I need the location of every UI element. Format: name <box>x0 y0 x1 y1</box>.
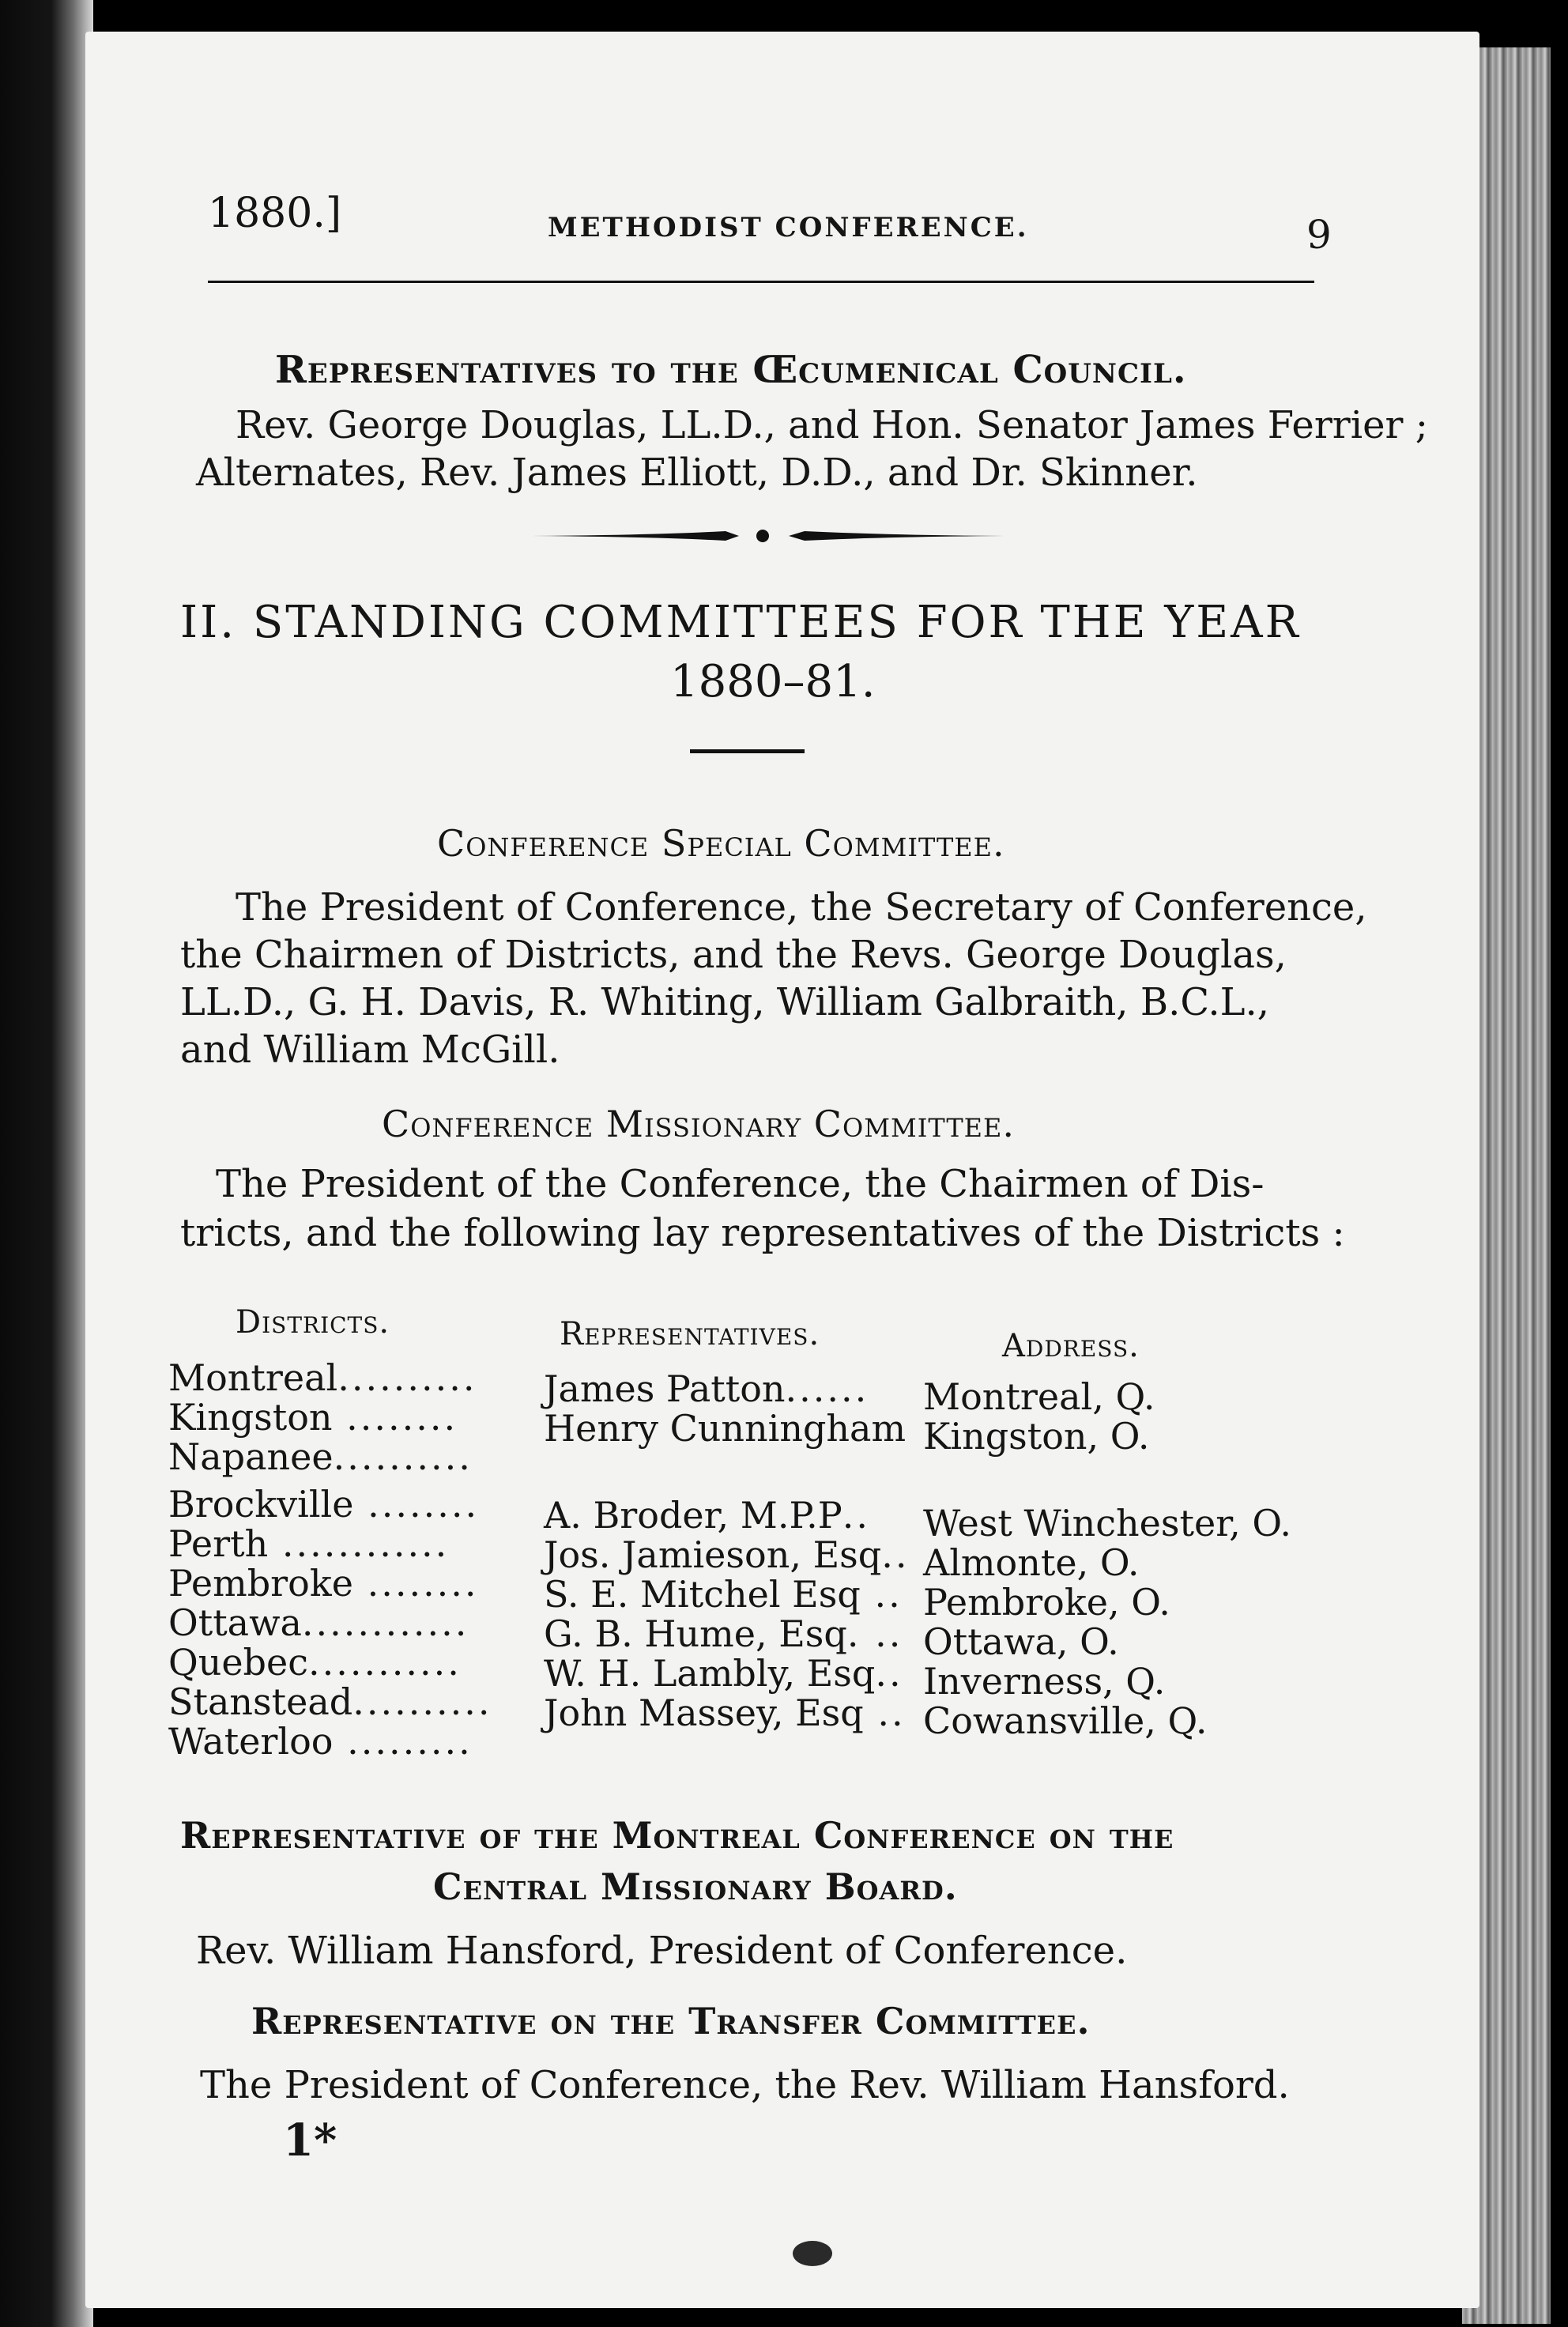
missionary-board-heading: Representative of the Montreal Conference on the <box>180 1814 1174 1857</box>
header-rule <box>208 281 1314 283</box>
printer-signature-mark: 1* <box>283 2114 337 2167</box>
dot-leader: ........... <box>308 1641 462 1684</box>
table-row-district <box>168 1358 477 1397</box>
district-name: Waterloo <box>168 1720 334 1763</box>
table-row-address: Cowansville, Q. <box>923 1699 1208 1742</box>
dot-leader: ........ <box>353 1483 480 1526</box>
table-row-district <box>168 1563 479 1603</box>
table-row-address: Pembroke, O. <box>923 1581 1170 1624</box>
dot-leader: .. <box>875 1652 903 1695</box>
dot-leader: .......... <box>337 1356 477 1399</box>
table-row-representative <box>544 1654 903 1693</box>
address-column-header: Address. <box>1002 1328 1140 1364</box>
ecumenical-text-line: Rev. George Douglas, LL.D., and Hon. Senator James Ferrier ; <box>236 403 1428 447</box>
table-row-address: West Winchester, O. <box>923 1502 1292 1544</box>
representative-name: W. H. Lambly, Esq <box>544 1652 876 1695</box>
table-row-representative <box>544 1495 870 1535</box>
table-row-district <box>168 1682 492 1722</box>
dot-leader: . .. <box>846 1612 903 1655</box>
dot-leader: ............ <box>301 1601 469 1644</box>
districts-column-header: Districts. <box>236 1304 390 1341</box>
dot-leader: .. <box>842 1494 870 1537</box>
book-page <box>85 32 1479 2308</box>
dot-leader: .......... <box>333 1435 473 1478</box>
section-rule <box>690 749 805 753</box>
representative-name: G. B. Hume, Esq <box>544 1612 847 1655</box>
standing-committees-year: 1880–81. <box>670 656 876 707</box>
table-row-district <box>168 1722 473 1761</box>
district-name: Pembroke <box>168 1562 353 1605</box>
table-row-district <box>168 1524 449 1563</box>
transfer-committee-heading: Representative on the Transfer Committee. <box>251 2000 1091 2042</box>
district-name: Brockville <box>168 1483 354 1526</box>
table-row-district <box>168 1484 479 1524</box>
table-row-district <box>168 1397 458 1437</box>
missionary-board-heading: Central Missionary Board. <box>433 1865 958 1908</box>
table-row-address: Kingston, O. <box>923 1415 1150 1458</box>
special-committee-text-line: the Chairmen of Districts, and the Revs. George Douglas, <box>180 933 1287 977</box>
ornamental-rule <box>532 522 1006 550</box>
table-row-representative <box>544 1535 909 1575</box>
book-gutter-shadow <box>0 0 93 2327</box>
page-number: 9 <box>1306 212 1332 258</box>
table-row-address: Ottawa, O. <box>923 1620 1119 1663</box>
dot-leader: .. <box>860 1573 903 1616</box>
missionary-committee-text-line: The President of the Conference, the Chairmen of Dis- <box>216 1162 1265 1206</box>
district-name: Perth <box>168 1522 269 1565</box>
representative-name: Jos. Jamieson, Esq <box>544 1533 882 1576</box>
district-name: Stanstead <box>168 1680 353 1723</box>
table-row-district <box>168 1603 469 1642</box>
missionary-board-text: Rev. William Hansford, President of Conference. <box>196 1929 1128 1973</box>
table-row-representative <box>544 1369 869 1409</box>
representative-name: A. Broder, M.P.P <box>544 1494 842 1537</box>
special-committee-text-line: LL.D., G. H. Davis, R. Whiting, William Galbraith, B.C.L., <box>180 980 1270 1024</box>
representative-name: John Massey, Esq <box>544 1692 864 1734</box>
table-row-representative <box>544 1575 903 1614</box>
ecumenical-text-line: Alternates, Rev. James Elliott, D.D., and Dr. Skinner. <box>196 451 1198 495</box>
table-row-representative <box>544 1614 903 1654</box>
representative-name: James Patton <box>544 1367 786 1410</box>
dot-leader: ........ <box>352 1562 479 1605</box>
table-row-address: Montreal, Q. <box>923 1375 1155 1418</box>
district-name: Ottawa <box>168 1601 302 1644</box>
table-row-representative <box>544 1693 906 1733</box>
representatives-column-header: Representatives. <box>560 1316 820 1352</box>
transfer-committee-text: The President of Conference, the Rev. William Hansford. <box>200 2063 1290 2107</box>
ink-blot <box>793 2241 832 2266</box>
representative-name: S. E. Mitchel Esq <box>544 1573 861 1616</box>
running-head-year: 1880.] <box>208 190 342 237</box>
dot-leader: ........ <box>332 1396 458 1439</box>
special-committee-heading: Conference Special Committee. <box>437 822 1005 865</box>
missionary-committee-heading: Conference Missionary Committee. <box>382 1103 1015 1145</box>
district-name: Quebec <box>168 1641 308 1684</box>
dot-leader: ............ <box>268 1522 450 1565</box>
table-row-district <box>168 1437 473 1477</box>
dot-leader: ...... <box>785 1367 869 1410</box>
district-name: Kingston <box>168 1396 333 1439</box>
special-committee-text-line: and William McGill. <box>180 1028 560 1072</box>
dot-leader: .......... <box>352 1680 492 1723</box>
representative-name: Henry Cunningham <box>544 1407 906 1450</box>
standing-committees-heading: II. STANDING COMMITTEES FOR THE YEAR <box>180 597 1301 648</box>
ecumenical-council-heading: Representatives to the Œcumenical Council. <box>275 348 1187 392</box>
table-row-representative <box>544 1409 906 1448</box>
dot-leader: ......... <box>333 1720 473 1763</box>
dot-leader: .. <box>863 1692 906 1734</box>
table-row-district <box>168 1642 462 1682</box>
dot-leader: .. <box>881 1533 910 1576</box>
district-name: Montreal <box>168 1356 338 1399</box>
special-committee-text-line: The President of Conference, the Secretary of Conference, <box>236 885 1367 930</box>
table-row-address: Almonte, O. <box>923 1541 1140 1584</box>
table-row-address: Inverness, Q. <box>923 1660 1166 1703</box>
district-name: Napanee <box>168 1435 334 1478</box>
running-head-title: METHODIST CONFERENCE. <box>548 212 1029 243</box>
missionary-committee-text-line: tricts, and the following lay representatives of the Districts : <box>180 1211 1345 1255</box>
